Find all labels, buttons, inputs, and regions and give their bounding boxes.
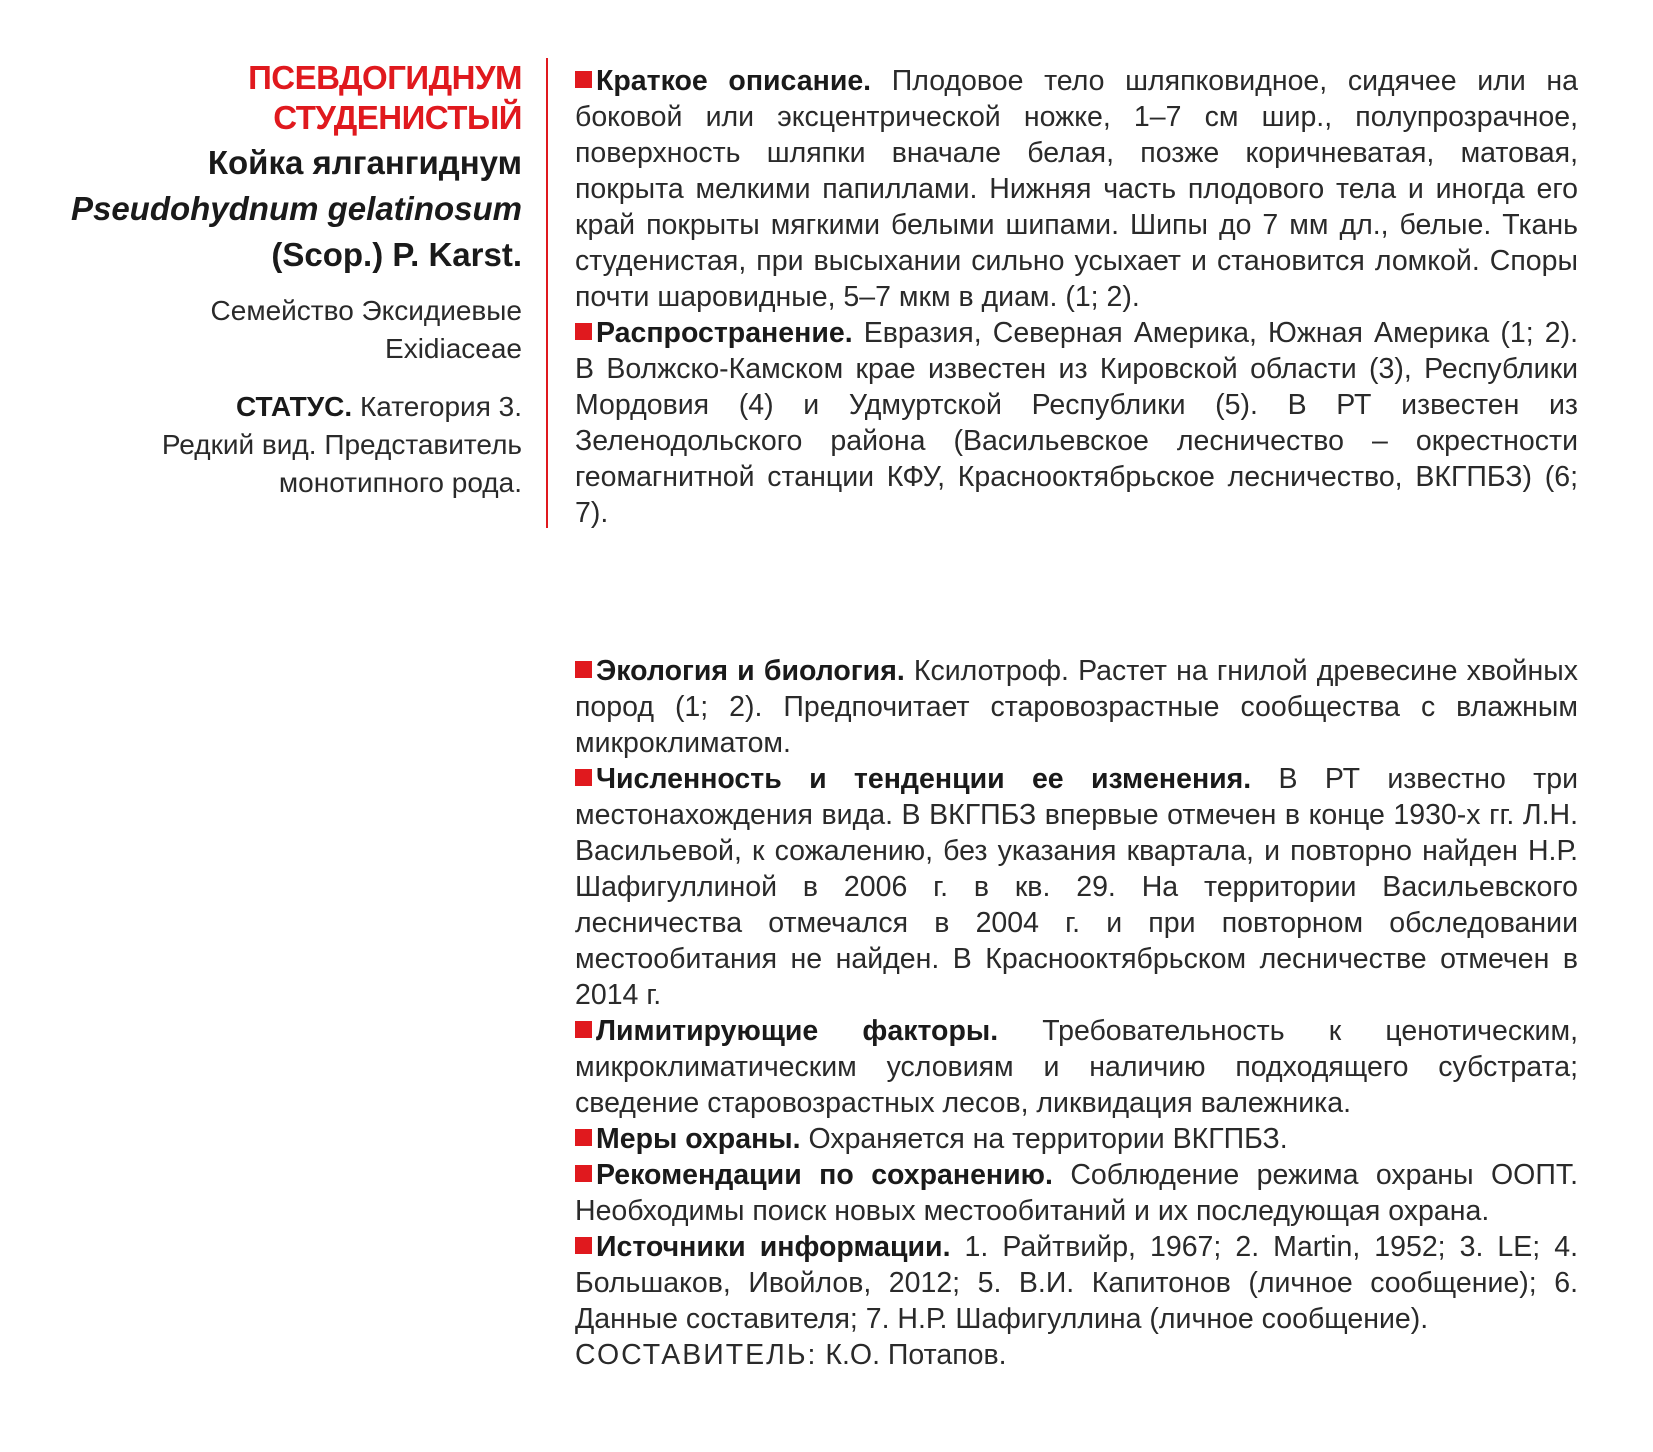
section-text: Охраняется на территории ВКГПБЗ. [800, 1123, 1288, 1155]
section-sources [575, 1229, 1578, 1337]
section-heading: Рекомендации по сохранению. [596, 1159, 1053, 1191]
section-ecology [575, 653, 1578, 761]
section-heading: Распространение. [596, 317, 853, 349]
species-name-ru-line2: СТУДЕНИСТЫЙ [273, 99, 522, 136]
section-heading: Краткое описание. [596, 65, 872, 97]
section-bullet-icon [575, 71, 592, 88]
compiler-label: СОСТАВИТЕЛЬ: [575, 1339, 818, 1371]
compiler-name: К.О. Потапов. [817, 1339, 1007, 1371]
section-protection-measures [575, 1121, 1578, 1157]
species-name-local: Койка ялгангиднум [207, 144, 522, 181]
species-name-ru-line1: ПСЕВДОГИДНУМ [248, 59, 522, 96]
text-column-top [575, 63, 1578, 531]
section-bullet-icon [575, 1237, 592, 1254]
text-column-bottom [575, 653, 1578, 1373]
section-heading: Меры охраны. [596, 1123, 801, 1155]
section-text: Ксилотроф. Растет на гнилой древесине хвойных пород (1; 2). Предпочитает старовозрастные сообщества с влажным микроклиматом. [575, 655, 1579, 759]
status-category: Категория 3. [352, 391, 522, 422]
section-distribution [575, 315, 1578, 531]
section-bullet-icon [575, 1021, 592, 1038]
family-name-latin: Exidiaceae [385, 333, 522, 364]
species-name-author: (Scop.) P. Karst. [271, 236, 522, 273]
section-heading: Лимитирующие факторы. [596, 1015, 999, 1047]
section-bullet-icon [575, 769, 592, 786]
section-limiting-factors [575, 1013, 1578, 1121]
section-text: 1. Райтвийр, 1967; 2. Martin, 1952; 3. LE; 4. Большаков, Ивойлов, 2012; 5. В.И. Капитонов (личное сообщение); 6. Данные составителя; 7. Н.Р. Шафигуллина (личное сообщение). [575, 1231, 1579, 1335]
family-block [40, 292, 522, 368]
section-bullet-icon [575, 1165, 592, 1182]
section-text: Требовательность к ценотическим, микроклиматическим условиям и наличию подходящего субстрата; сведение старовозрастных лесов, ликвидация валежника. [575, 1015, 1578, 1119]
status-description-line1: Редкий вид. Представитель [161, 429, 522, 460]
section-bullet-icon [575, 661, 592, 678]
section-heading: Экология и биология. [596, 655, 905, 687]
section-text: Соблюдение режима охраны ООПТ. Необходимы поиск новых местообитаний и их последующая охрана. [575, 1159, 1578, 1227]
section-description [575, 63, 1578, 315]
status-label: СТАТУС. [235, 391, 353, 422]
section-text: Плодовое тело шляпковидное, сидячее или на боковой или эксцентрической ножке, 1–7 см шир., полупрозрачное, поверхность шляпки вначале белая, позже коричневатая, матовая, покрыта мелкими папиллами. Нижняя часть плодового тела и иногда его край покрыты мягкими белыми шипами. Шипы до 7 мм дл., белые. Ткань студенистая, при высыхании сильно усыхает и становится ломкой. Споры почти шаровидные, 5–7 мкм в диам. (1; 2). [575, 65, 1578, 313]
section-recommendations [575, 1157, 1578, 1229]
status-description-line2: монотипного рода. [278, 467, 522, 498]
species-name-latin: Pseudohydnum gelatinosum [70, 190, 522, 227]
species-header [40, 58, 522, 502]
status-block [40, 388, 522, 502]
section-bullet-icon [575, 1129, 592, 1146]
section-bullet-icon [575, 323, 592, 340]
compiler-line [575, 1337, 1578, 1373]
section-text: В РТ известно три местонахождения вида. В ВКГПБЗ впервые отмечен в конце 1930-х гг. Л.Н. Васильевой, к сожалению, без указания квартала, и повторно найден Н.Р. Шафигуллиной в 2006 г. в кв. 29. На территории Васильевского лесничества отмечался в 2004 г. и при повторном обследовании местообитания не найден. В Краснооктябрьском лесничестве отмечен в 2014 г. [575, 763, 1578, 1011]
family-name-ru: Семейство Эксидиевые [210, 295, 522, 326]
section-heading: Источники информации. [596, 1231, 951, 1263]
section-text: Евразия, Северная Америка, Южная Америка (1; 2). В Волжско-Камском крае известен из Кировской области (3), Республики Мордовия (4) и Удмуртской Республики (5). В РТ известен из Зеленодольского района (Васильевское лесничество – окрестности геомагнитной станции КФУ, Краснооктябрьское лесничество, ВКГПБЗ) (6; 7). [575, 317, 1578, 529]
section-heading: Численность и тенденции ее изменения. [596, 763, 1252, 795]
section-abundance [575, 761, 1578, 1013]
vertical-divider [546, 58, 548, 528]
